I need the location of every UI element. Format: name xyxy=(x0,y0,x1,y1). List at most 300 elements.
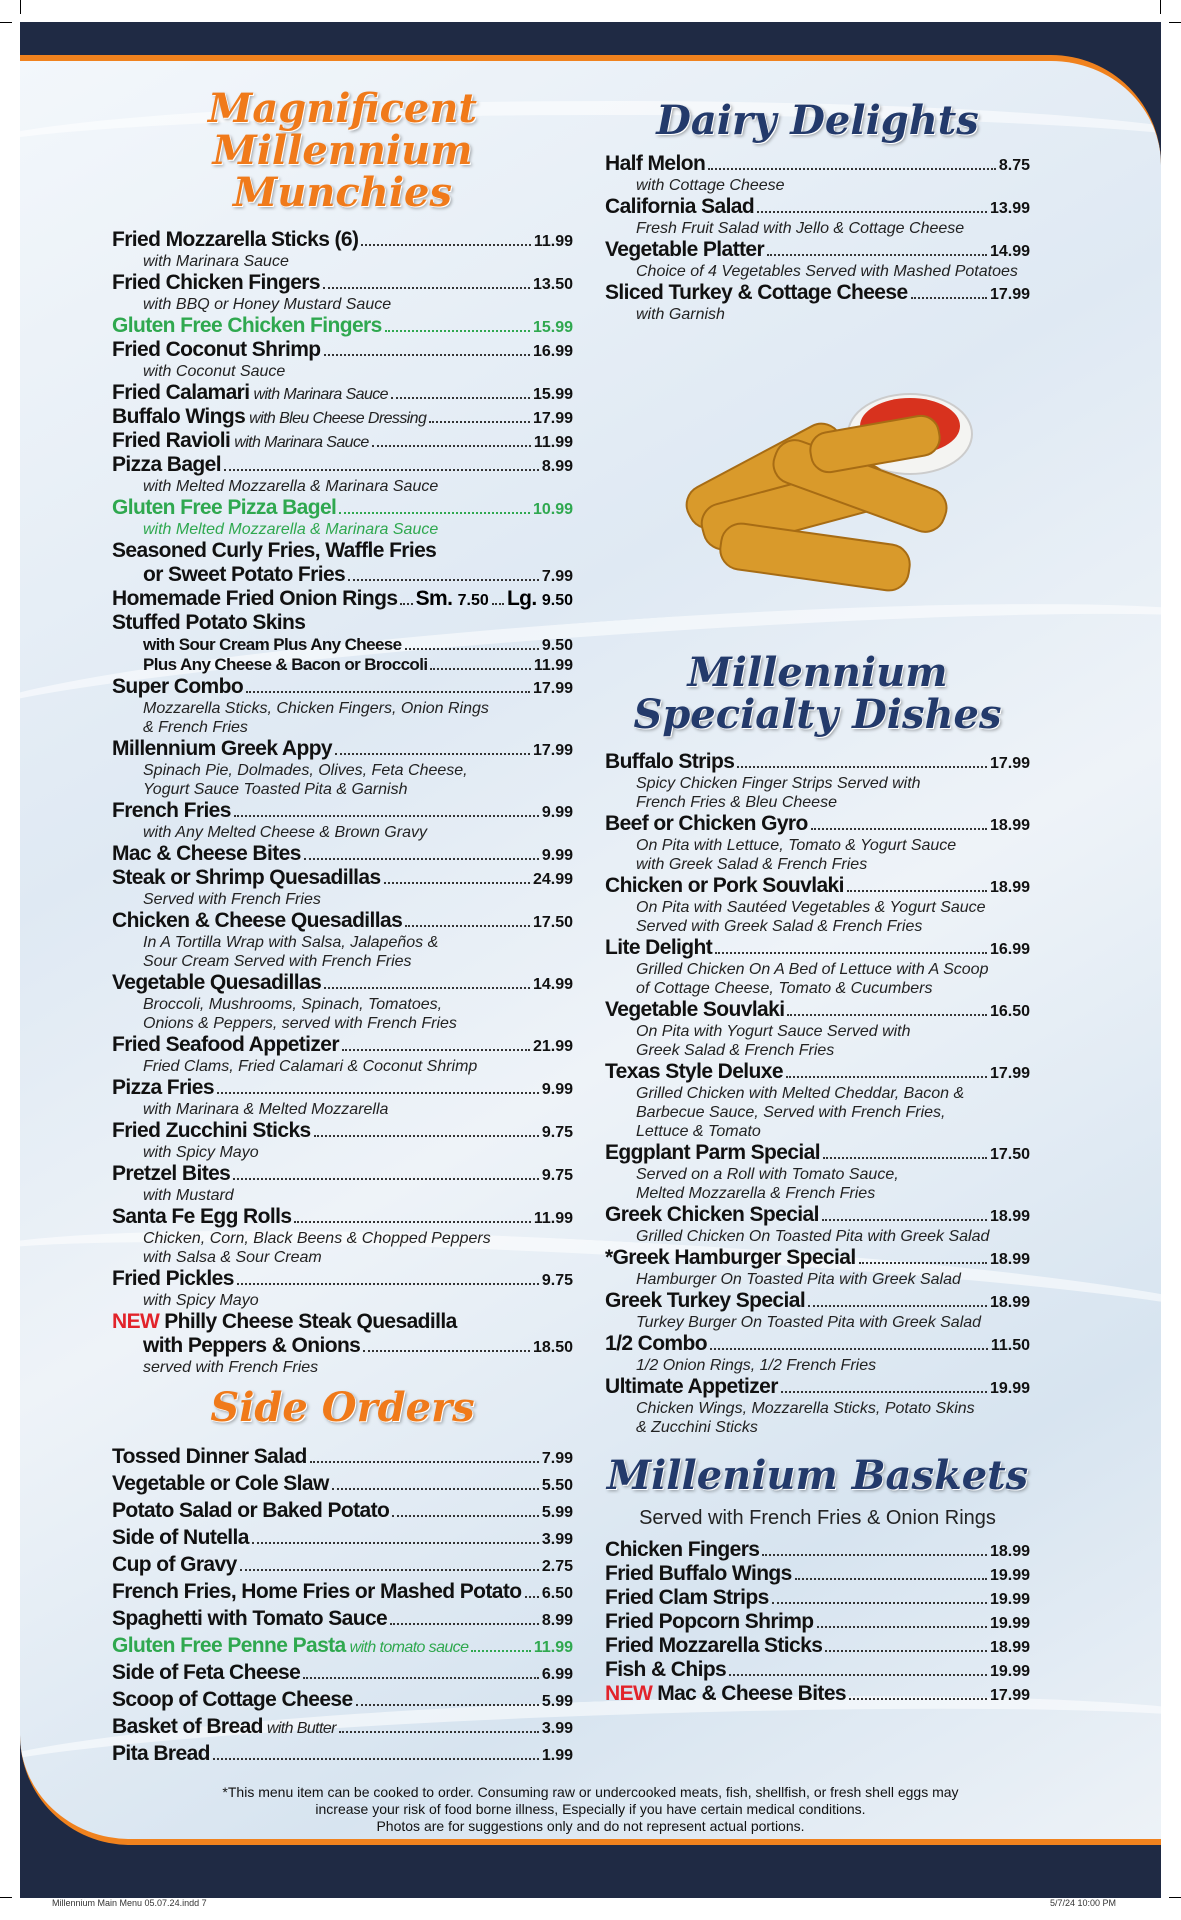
menu-item-price: 14.99 xyxy=(532,976,573,993)
menu-item xyxy=(112,1472,573,1496)
leader-dots xyxy=(224,469,539,471)
baskets-title: Millenium Baskets xyxy=(606,1452,1029,1499)
leader-dots xyxy=(715,952,987,954)
leader-dots xyxy=(339,1731,539,1733)
menu-item-name: Chicken Fingers xyxy=(605,1538,760,1561)
menu-item-price: 17.99 xyxy=(989,1065,1030,1082)
menu-item-description: with BBQ or Honey Mustard Sauce xyxy=(143,296,392,313)
menu-item-name: Chicken & Cheese Quesadillas xyxy=(112,909,403,932)
menu-item-price: 7.99 xyxy=(541,568,573,585)
menu-item-description: French Fries & Bleu Cheese xyxy=(636,794,837,811)
menu-item-price: 9.99 xyxy=(541,804,573,821)
menu-item-name: Vegetable Quesadillas xyxy=(112,971,322,994)
menu-item-note: with Bleu Cheese Dressing xyxy=(249,410,427,427)
leader-dots xyxy=(294,1221,530,1223)
leader-dots xyxy=(348,579,539,581)
menu-item xyxy=(605,1538,1030,1562)
menu-item-price: 5.99 xyxy=(541,1504,573,1521)
menu-item-price: 8.75 xyxy=(998,157,1030,174)
print-slug-right: 5/7/24 10:00 PM xyxy=(1050,1898,1117,1908)
menu-item-description: Broccoli, Mushrooms, Spinach, Tomatoes, xyxy=(143,996,443,1013)
menu-item-description: Chicken, Corn, Black Beens & Chopped Peppers xyxy=(143,1230,491,1247)
menu-item xyxy=(112,737,573,761)
menu-item xyxy=(112,1119,573,1143)
menu-item-price: 14.99 xyxy=(989,243,1030,260)
menu-item-price: 6.99 xyxy=(541,1666,573,1683)
menu-item-description: with Spicy Mayo xyxy=(143,1144,259,1161)
menu-item-price: 9.75 xyxy=(541,1167,573,1184)
menu-item xyxy=(112,971,573,995)
menu-item xyxy=(605,1634,1030,1658)
leader-dots xyxy=(234,815,539,817)
leader-dots xyxy=(392,1515,539,1517)
menu-item-price: 9.50 xyxy=(541,637,573,654)
leader-dots xyxy=(429,421,530,423)
menu-item-name: Greek Chicken Special xyxy=(605,1203,819,1226)
menu-item-name: Fried Calamari with Marinara Sauce xyxy=(112,381,388,404)
menu-item-description: Lettuce & Tomato xyxy=(636,1123,761,1140)
menu-item-name: Side of Feta Cheese xyxy=(112,1661,301,1684)
leader-dots xyxy=(246,691,530,693)
menu-item-price: 17.50 xyxy=(989,1146,1030,1163)
menu-item-description: with Salsa & Sour Cream xyxy=(143,1249,322,1266)
menu-item xyxy=(112,314,573,338)
menu-item-name: Sliced Turkey & Cottage Cheese xyxy=(605,281,908,304)
menu-item-price: 5.50 xyxy=(541,1477,573,1494)
leader-dots xyxy=(710,1348,988,1350)
footer-disclaimer xyxy=(0,1784,1181,1835)
menu-item-price: 8.99 xyxy=(541,458,573,475)
menu-item xyxy=(112,1553,573,1577)
size-price: 7.50 xyxy=(457,592,489,609)
crop-mark xyxy=(1160,0,1161,14)
menu-item-price: 10.99 xyxy=(532,501,573,518)
menu-item-name: Beef or Chicken Gyro xyxy=(605,812,808,835)
right-column xyxy=(605,97,1030,324)
menu-item-price: 24.99 xyxy=(532,871,573,888)
menu-item-name: Scoop of Cottage Cheese xyxy=(112,1688,353,1711)
menu-item-name: Fried Popcorn Shrimp xyxy=(605,1610,814,1633)
menu-item-description: On Pita with Lettuce, Tomato & Yogurt Sauce xyxy=(636,837,957,854)
side-orders-title: Side Orders xyxy=(210,1384,475,1431)
leader-dots xyxy=(390,1623,539,1625)
menu-item-name: *Greek Hamburger Special xyxy=(605,1246,856,1269)
new-badge: NEW xyxy=(605,1682,653,1705)
leader-dots xyxy=(786,1076,987,1078)
specialty-title xyxy=(605,649,1030,738)
menu-item-name: Homemade Fried Onion Rings xyxy=(112,587,398,610)
menu-item-name: Chicken or Pork Souvlaki xyxy=(605,874,844,897)
menu-item xyxy=(605,1562,1030,1586)
crop-mark xyxy=(20,0,21,14)
menu-item-description: Turkey Burger On Toasted Pita with Greek Salad xyxy=(636,1314,982,1331)
menu-item-name: Fried Clam Strips xyxy=(605,1586,769,1609)
menu-item xyxy=(112,1162,573,1186)
menu-item-description: Onions & Peppers, served with French Fries xyxy=(143,1015,457,1032)
size-label: Sm. xyxy=(415,587,458,610)
menu-item-name: Vegetable or Cole Slaw xyxy=(112,1472,329,1495)
menu-item xyxy=(605,812,1030,836)
menu-item xyxy=(112,799,573,823)
menu-item-name: Vegetable Platter xyxy=(605,238,765,261)
menu-item-description: with Spicy Mayo xyxy=(143,1292,259,1309)
menu-item-description: Barbecue Sauce, Served with French Fries, xyxy=(636,1104,946,1121)
menu-item-price: 9.75 xyxy=(541,1124,573,1141)
menu-item-price: 18.99 xyxy=(989,817,1030,834)
menu-item-price: 16.99 xyxy=(989,941,1030,958)
menu-item-name: Pizza Fries xyxy=(112,1076,214,1099)
menu-item-name: Fried Pickles xyxy=(112,1267,234,1290)
menu-item-price: 13.50 xyxy=(532,276,573,293)
menu-item-description: Spinach Pie, Dolmades, Olives, Feta Cheese, xyxy=(143,762,468,779)
menu-item-name: Fried Chicken Fingers xyxy=(112,271,320,294)
menu-item-price: 18.50 xyxy=(532,1339,573,1356)
menu-item xyxy=(112,909,573,933)
menu-item-price: 11.99 xyxy=(533,657,573,674)
menu-item-name: Potato Salad or Baked Potato xyxy=(112,1499,390,1522)
menu-item-description: Chicken Wings, Mozzarella Sticks, Potato Skins xyxy=(636,1400,975,1417)
menu-item-name: NEW Mac & Cheese Bites xyxy=(605,1682,846,1705)
menu-item xyxy=(112,405,573,429)
menu-item-name: Fish & Chips xyxy=(605,1658,727,1681)
menu-item-price: 8.99 xyxy=(541,1612,573,1629)
menu-item-description: Fresh Fruit Salad with Jello & Cottage Cheese xyxy=(636,220,965,237)
leader-dots xyxy=(384,882,530,884)
menu-item-name: Stuffed Potato Skins xyxy=(112,611,306,634)
menu-item-name-line: NEW Philly Cheese Steak Quesadilla xyxy=(112,1310,457,1333)
menu-item-description: of Cottage Cheese, Tomato & Cucumbers xyxy=(636,980,933,997)
menu-item-price: 3.99 xyxy=(541,1531,573,1548)
menu-item-name: Super Combo xyxy=(112,675,244,698)
dairy-title: Dairy Delights xyxy=(656,97,979,144)
menu-item xyxy=(112,1445,573,1469)
menu-item-description: with Garnish xyxy=(636,306,725,323)
menu-item xyxy=(112,675,573,699)
menu-item xyxy=(112,1267,573,1291)
leader-dots xyxy=(729,1674,987,1676)
menu-item-name: Tossed Dinner Salad xyxy=(112,1445,307,1468)
menu-item-name: Half Melon xyxy=(605,152,706,175)
menu-item-description: with Melted Mozzarella & Marinara Sauce xyxy=(143,478,439,495)
menu-item-name: Santa Fe Egg Rolls xyxy=(112,1205,292,1228)
menu-item-description: Grilled Chicken On Toasted Pita with Greek Salad xyxy=(636,1228,990,1245)
menu-item-name: Buffalo Strips xyxy=(605,750,735,773)
specialty-list xyxy=(605,750,1030,1437)
menu-item-description: Served with French Fries xyxy=(143,891,321,908)
menu-item-description: Greek Salad & French Fries xyxy=(636,1042,835,1059)
leader-dots xyxy=(240,1569,539,1571)
menu-item-name: Texas Style Deluxe xyxy=(605,1060,783,1083)
menu-item-description: with Coconut Sauce xyxy=(143,363,286,380)
leader-dots xyxy=(323,287,530,289)
leader-dots xyxy=(400,603,412,605)
menu-item-price: 13.99 xyxy=(989,200,1030,217)
menu-item-name: Vegetable Souvlaki xyxy=(605,998,785,1021)
menu-item-description: with Melted Mozzarella & Marinara Sauce xyxy=(143,521,439,538)
menu-item xyxy=(112,1580,573,1604)
menu-item-price: 15.99 xyxy=(532,386,573,403)
menu-item-price: 9.99 xyxy=(541,847,573,864)
leader-dots xyxy=(304,858,539,860)
leader-dots xyxy=(385,330,530,332)
menu-item-name: or Sweet Potato Fries xyxy=(143,563,346,586)
menu-item-name: Buffalo Wings with Bleu Cheese Dressing xyxy=(112,405,427,428)
menu-item-name: Pita Bread xyxy=(112,1742,210,1765)
menu-item xyxy=(605,1682,1030,1706)
menu-item-price: 15.99 xyxy=(532,319,573,336)
leader-dots xyxy=(823,1157,987,1159)
menu-item xyxy=(605,1658,1030,1682)
menu-item-description: Fried Clams, Fried Calamari & Coconut Shrimp xyxy=(143,1058,478,1075)
menu-item-name: Fried Mozzarella Sticks (6) xyxy=(112,228,359,251)
menu-item xyxy=(605,1375,1030,1399)
menu-item-description: & Zucchini Sticks xyxy=(636,1419,758,1436)
menu-item-price: 5.99 xyxy=(541,1693,573,1710)
leader-dots xyxy=(525,1596,539,1598)
menu-item-price: 17.99 xyxy=(989,1687,1030,1704)
menu-item-price: 17.99 xyxy=(532,680,573,697)
menu-item-price: 19.99 xyxy=(989,1380,1030,1397)
menu-item xyxy=(605,1203,1030,1227)
menu-item xyxy=(112,1661,573,1685)
leader-dots xyxy=(811,828,987,830)
menu-item xyxy=(112,496,573,520)
leader-dots xyxy=(303,1677,539,1679)
crop-mark xyxy=(1169,22,1181,23)
menu-item-description: Served with Greek Salad & French Fries xyxy=(636,918,923,935)
menu-item-name: Fried Buffalo Wings xyxy=(605,1562,792,1585)
menu-item-name: Gluten Free Penne Pasta with tomato sauce xyxy=(112,1634,469,1657)
left-column xyxy=(112,85,574,1769)
leader-dots xyxy=(324,354,530,356)
menu-item xyxy=(112,429,573,453)
menu-item-name: Ultimate Appetizer xyxy=(605,1375,778,1398)
menu-item xyxy=(605,1586,1030,1610)
menu-item xyxy=(112,563,573,587)
leader-dots xyxy=(233,1178,539,1180)
menu-item-name: Plus Any Cheese & Bacon or Broccoli xyxy=(143,655,428,674)
menu-item xyxy=(112,866,573,890)
menu-item-name: Fried Coconut Shrimp xyxy=(112,338,321,361)
menu-item-description: with Greek Salad & French Fries xyxy=(636,856,868,873)
leader-dots xyxy=(332,1488,539,1490)
menu-item-note: with tomato sauce xyxy=(349,1639,469,1656)
menu-item xyxy=(112,338,573,362)
menu-item-price: 17.99 xyxy=(989,755,1030,772)
leader-dots xyxy=(471,1650,530,1652)
menu-item-name: Greek Turkey Special xyxy=(605,1289,806,1312)
menu-item-description: with Marinara & Melted Mozzarella xyxy=(143,1101,389,1118)
menu-item-price: 21.99 xyxy=(532,1038,573,1055)
menu-item xyxy=(112,381,573,405)
menu-item xyxy=(605,874,1030,898)
menu-item-name: with Peppers & Onions xyxy=(143,1334,361,1357)
leader-dots xyxy=(335,753,530,755)
specialty-title-line2: Specialty Dishes xyxy=(633,691,1002,738)
specialty-title-line1: Millennium xyxy=(687,649,948,696)
menu-item xyxy=(605,152,1030,176)
menu-item xyxy=(112,1499,573,1523)
crop-mark xyxy=(1169,1897,1181,1898)
crop-mark xyxy=(0,1897,12,1898)
leader-dots xyxy=(213,1758,539,1760)
menu-item-description: Hamburger On Toasted Pita with Greek Salad xyxy=(636,1271,961,1288)
menu-item-name: 1/2 Combo xyxy=(605,1332,707,1355)
leader-dots xyxy=(339,512,530,514)
menu-item-price: 19.99 xyxy=(989,1567,1030,1584)
print-slug-left: Millennium Main Menu 05.07.24.indd 7 xyxy=(52,1898,207,1908)
menu-item-price: 11.99 xyxy=(533,233,573,250)
menu-item-price: 19.99 xyxy=(989,1663,1030,1680)
leader-dots xyxy=(737,766,987,768)
menu-item-price: 18.99 xyxy=(989,1294,1030,1311)
menu-item-price: 1.99 xyxy=(541,1747,573,1764)
menu-item-price: 18.99 xyxy=(989,1251,1030,1268)
menu-item-price: 17.99 xyxy=(989,286,1030,303)
size-label: Lg. xyxy=(506,587,542,610)
menu-item-price: 18.99 xyxy=(989,879,1030,896)
menu-item xyxy=(605,1246,1030,1270)
leader-dots xyxy=(772,1602,987,1604)
menu-item-name: Fried Seafood Appetizer xyxy=(112,1033,339,1056)
menu-item-price: 9.75 xyxy=(541,1272,573,1289)
menu-item-price: 2.75 xyxy=(541,1558,573,1575)
menu-item-price: 19.99 xyxy=(989,1615,1030,1632)
menu-item-description: Sour Cream Served with French Fries xyxy=(143,953,412,970)
leader-dots xyxy=(405,925,530,927)
menu-item xyxy=(112,1607,573,1631)
leader-dots xyxy=(847,890,987,892)
menu-item xyxy=(605,1141,1030,1165)
munchies-title-line2: Millennium Munchies xyxy=(212,127,473,216)
menu-item-price: 17.50 xyxy=(532,914,573,931)
menu-item-price: 11.50 xyxy=(990,1337,1030,1354)
menu-item-name: Millennium Greek Appy xyxy=(112,737,332,760)
leader-dots xyxy=(356,1704,539,1706)
menu-item-name: with Sour Cream Plus Any Cheese xyxy=(143,635,402,654)
leader-dots xyxy=(217,1092,539,1094)
menu-item-description: 1/2 Onion Rings, 1/2 French Fries xyxy=(636,1357,877,1374)
menu-item-name: Fried Mozzarella Sticks xyxy=(605,1634,823,1657)
leader-dots xyxy=(762,1554,987,1556)
menu-item-description: Mozzarella Sticks, Chicken Fingers, Onion Rings xyxy=(143,700,489,717)
menu-item-name: Spaghetti with Tomato Sauce xyxy=(112,1607,388,1630)
leader-dots xyxy=(324,987,530,989)
menu-item-description: with Mustard xyxy=(143,1187,234,1204)
menu-item-name: Steak or Shrimp Quesadillas xyxy=(112,866,381,889)
menu-item xyxy=(112,1205,573,1229)
menu-item xyxy=(112,1334,573,1358)
menu-item-name: Fried Zucchini Sticks xyxy=(112,1119,311,1142)
leader-dots xyxy=(391,397,530,399)
menu-sub-item xyxy=(112,655,573,675)
menu-item-description: On Pita with Yogurt Sauce Served with xyxy=(636,1023,911,1040)
leader-dots xyxy=(361,244,530,246)
menu-item xyxy=(112,453,573,477)
menu-item xyxy=(605,238,1030,262)
menu-item-description: Grilled Chicken with Melted Cheddar, Bacon & xyxy=(636,1085,965,1102)
leader-dots xyxy=(363,1350,530,1352)
menu-item xyxy=(605,1610,1030,1634)
menu-item-price: 18.99 xyxy=(989,1543,1030,1560)
leader-dots xyxy=(859,1262,987,1264)
menu-item-price: 9.99 xyxy=(541,1081,573,1098)
menu-item-price: 3.99 xyxy=(541,1720,573,1737)
menu-item-name: Eggplant Parm Special xyxy=(605,1141,820,1164)
leader-dots xyxy=(795,1578,987,1580)
menu-item-note: with Butter xyxy=(266,1720,336,1737)
menu-item-name: Pretzel Bites xyxy=(112,1162,231,1185)
menu-item-name: Basket of Bread with Butter xyxy=(112,1715,336,1738)
menu-item-price: 16.99 xyxy=(532,343,573,360)
menu-item-price: 11.99 xyxy=(533,434,573,451)
menu-item-price: 17.99 xyxy=(532,410,573,427)
leader-dots xyxy=(314,1135,539,1137)
menu-item-description: Grilled Chicken On A Bed of Lettuce with A Scoop xyxy=(636,961,989,978)
leader-dots xyxy=(822,1219,987,1221)
leader-dots xyxy=(310,1461,539,1463)
menu-item-description: Choice of 4 Vegetables Served with Mashed Potatoes xyxy=(636,263,1018,280)
menu-item xyxy=(605,1060,1030,1084)
menu-item xyxy=(112,842,573,866)
crop-mark xyxy=(0,22,12,23)
menu-item-price: 19.99 xyxy=(989,1591,1030,1608)
leader-dots xyxy=(757,211,987,213)
leader-dots xyxy=(825,1650,987,1652)
menu-item-price: 18.99 xyxy=(989,1639,1030,1656)
menu-item xyxy=(605,281,1030,305)
munchies-title xyxy=(112,85,573,216)
footer-line: *This menu item can be cooked to order. Consuming raw or undercooked meats, fish, shellfish, or fresh shell eggs may xyxy=(222,1784,959,1800)
menu-item-name: Gluten Free Chicken Fingers xyxy=(112,314,382,337)
menu-item-description: with Any Melted Cheese & Brown Gravy xyxy=(143,824,427,841)
menu-item xyxy=(112,1076,573,1100)
munchies-list xyxy=(112,228,573,1377)
menu-item-name: Fried Ravioli with Marinara Sauce xyxy=(112,429,369,452)
baskets-list xyxy=(605,1538,1030,1706)
menu-item-description: Melted Mozzarella & French Fries xyxy=(636,1185,876,1202)
menu-item xyxy=(605,998,1030,1022)
specialty-column xyxy=(605,649,1030,1706)
menu-item-description: Yogurt Sauce Toasted Pita & Garnish xyxy=(143,781,408,798)
menu-item xyxy=(112,1634,573,1658)
mozzarella-sticks-photo xyxy=(660,364,980,624)
leader-dots xyxy=(492,603,504,605)
menu-item-description: & French Fries xyxy=(143,719,248,736)
leader-dots xyxy=(342,1049,530,1051)
menu-item-description: served with French Fries xyxy=(143,1359,319,1376)
menu-item xyxy=(605,750,1030,774)
menu-item-price: 11.99 xyxy=(533,1639,573,1656)
menu-item xyxy=(112,228,573,252)
menu-item-description: Spicy Chicken Finger Strips Served with xyxy=(636,775,921,792)
menu-item-name: Gluten Free Pizza Bagel xyxy=(112,496,337,519)
dairy-list xyxy=(605,152,1030,324)
footer-line: Photos are for suggestions only and do not represent actual portions. xyxy=(376,1818,805,1834)
menu-item-note: with Marinara Sauce xyxy=(253,386,388,403)
leader-dots xyxy=(781,1391,987,1393)
menu-item-description: with Marinara Sauce xyxy=(143,253,289,270)
menu-item-price: 6.50 xyxy=(541,1585,573,1602)
menu-item-name: Side of Nutella xyxy=(112,1526,249,1549)
new-badge: NEW xyxy=(112,1310,160,1333)
baskets-subtitle: Served with French Fries & Onion Rings xyxy=(639,1507,996,1529)
leader-dots xyxy=(808,1305,987,1307)
menu-item-name: Pizza Bagel xyxy=(112,453,221,476)
menu-item-description: On Pita with Sautéed Vegetables & Yogurt Sauce xyxy=(636,899,986,916)
menu-sub-item xyxy=(112,635,573,655)
menu-item-name: French Fries, Home Fries or Mashed Potato xyxy=(112,1580,522,1603)
